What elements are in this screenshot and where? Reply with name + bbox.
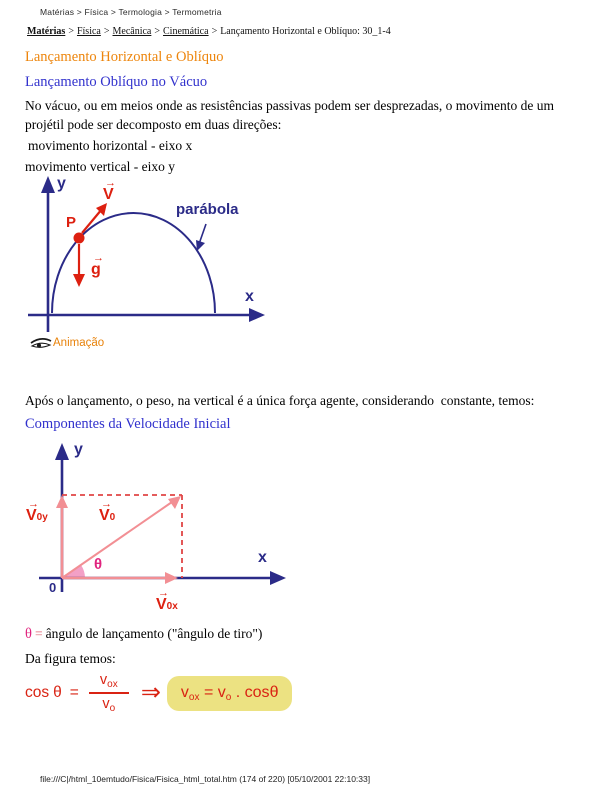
vector-arrow-icon: → [101, 498, 112, 510]
theta-symbol: θ [25, 626, 32, 642]
cosine-formula [25, 668, 292, 718]
highlighted-result: vox = vo . cosθ [167, 676, 293, 711]
fig1-gravity-label: → g [91, 252, 104, 278]
fig2-v0x-label: → V0x [156, 587, 178, 613]
fig2-v0y-label: → V0y [26, 498, 48, 524]
breadcrumb-separator: > [154, 26, 161, 37]
page-title: Lançamento Horizontal e Oblíquo [25, 49, 224, 65]
fraction-numerator: $v_{ox}$ [99, 672, 118, 690]
fraction-bar [89, 692, 129, 694]
paragraph-horizontal-motion: movimento horizontal - eixo x [28, 138, 193, 153]
projectile-parabola-figure [18, 172, 308, 344]
breadcrumb-separator: > [103, 26, 110, 37]
breadcrumb-link-mecanica[interactable]: Mecânica [112, 26, 152, 37]
formula-cos: cos [25, 684, 50, 701]
theta-equals: = [34, 626, 43, 641]
fig2-angle-theta-label: θ [94, 556, 103, 573]
fig1-parabola-label: parábola [176, 201, 239, 218]
formula-theta: θ [53, 684, 62, 701]
section-heading-vacuum: Lançamento Oblíquo no Vácuo [25, 74, 208, 90]
paragraph-after-launch: Após o lançamento, o peso, na vertical é a única força agente, considerando constante, temos: [25, 393, 535, 408]
breadcrumb-current: Lançamento Horizontal e Oblíquo: 30_1-4 [220, 26, 391, 37]
fig2-origin-label: 0 [49, 580, 57, 595]
paragraph-intro: No vácuo, ou em meios onde as resistências passivas podem ser desprezadas, o movimento de um projétil pode ser decomposto em duas direções: [25, 98, 554, 132]
fig2-x-axis-label: x [258, 549, 267, 566]
animation-link[interactable]: Animação [53, 337, 105, 349]
vector-arrow-icon: → [158, 587, 169, 599]
fig1-velocity-label: → V [103, 177, 116, 203]
fraction-denominator: $v_o$ [102, 696, 116, 714]
breadcrumb-separator: > [211, 26, 218, 37]
vector-arrow-icon: → [105, 177, 116, 189]
formula-fraction [89, 672, 129, 714]
top-nav-path: Matérias > Física > Termologia > Termometria [40, 7, 222, 17]
fig1-x-axis-label: x [245, 288, 254, 305]
fig2-v0-label: → V0 [99, 498, 116, 524]
footer-file-url: file:///C|/html_10emtudo/Fisica/Fisica_html_total.htm (174 of 220) [05/10/2001 22:10:33] [40, 774, 371, 784]
fig1-point-p-label: P [66, 214, 77, 231]
breadcrumb-link-fisica[interactable]: Física [76, 26, 101, 37]
fig2-y-axis-label: y [74, 441, 83, 458]
eye-icon[interactable] [30, 337, 52, 350]
formula-equals: = [69, 684, 79, 701]
vector-arrow-icon: → [93, 252, 104, 264]
breadcrumb [27, 26, 391, 37]
breadcrumb-separator: > [68, 26, 74, 37]
fig1-y-axis-label: y [57, 175, 66, 192]
paragraph-from-figure: Da figura temos: [25, 651, 116, 666]
implies-arrow: ⇒ [140, 679, 161, 706]
theta-definition-line [25, 624, 262, 644]
paragraph-vertical-motion: movimento vertical - eixo y [25, 159, 175, 174]
section-heading-components: Componentes da Velocidade Inicial [25, 416, 231, 432]
theta-definition-text: ângulo de lançamento ("ângulo de tiro") [45, 626, 263, 641]
vector-arrow-icon: → [28, 498, 39, 510]
breadcrumb-link-materias[interactable]: Matérias [27, 26, 66, 37]
breadcrumb-link-cinematica[interactable]: Cinemática [163, 26, 209, 37]
